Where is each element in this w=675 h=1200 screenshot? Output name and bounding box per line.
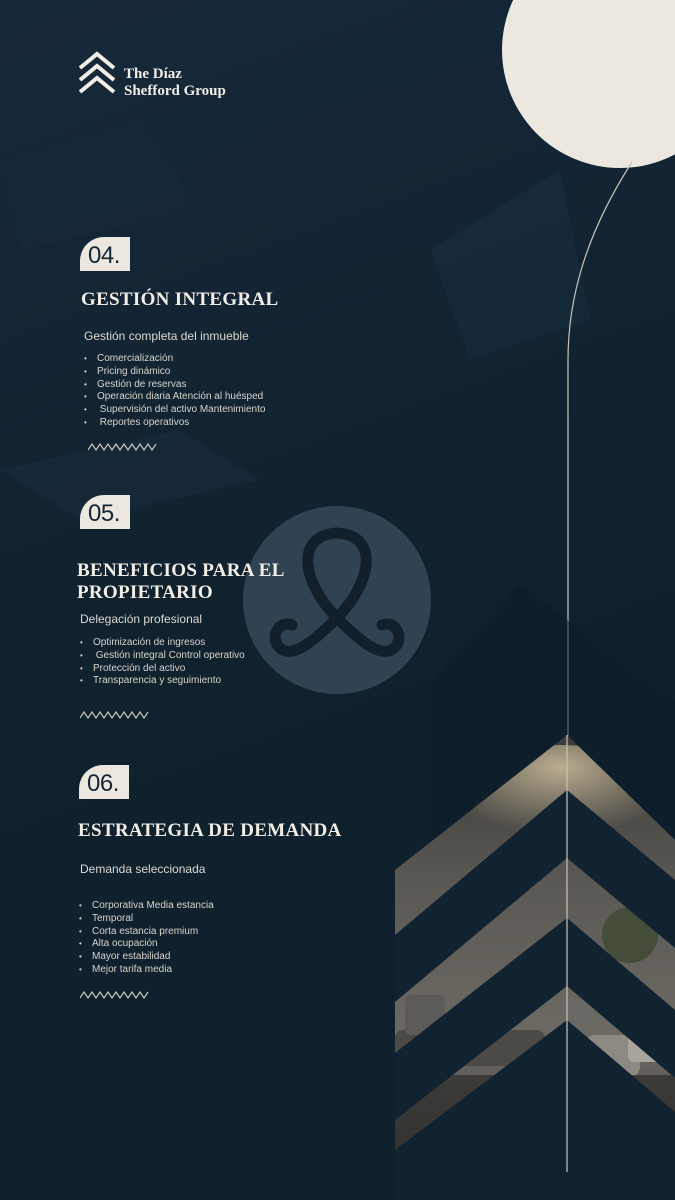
list-item: • Mejor tarifa media [79, 964, 214, 977]
section-bullet-list [84, 353, 265, 430]
list-item: • Transparencia y seguimiento [80, 675, 245, 688]
section-number: 04. [88, 242, 120, 269]
zigzag-divider-icon [80, 711, 150, 719]
section-number: 05. [88, 500, 120, 527]
decorative-circle [502, 0, 675, 168]
list-item: • Reportes operativos [84, 417, 265, 430]
section-number-badge [80, 495, 130, 529]
logo-line-2: Shefford Group [124, 83, 226, 99]
section-title-line: BENEFICIOS PARA EL [77, 560, 285, 581]
list-item: • Comercialización [84, 353, 265, 366]
section-title-line: GESTIÓN INTEGRAL [81, 289, 279, 310]
list-item: • Gestión integral Control operativo [80, 650, 245, 663]
logo-line-1: The Díaz [124, 66, 182, 82]
list-item: • Corta estancia premium [79, 926, 214, 939]
list-item: • Protección del activo [80, 663, 245, 676]
list-item: • Pricing dinámico [84, 366, 265, 379]
section-subtitle: Demanda seleccionada [80, 862, 206, 876]
section-subtitle: Delegación profesional [80, 612, 203, 626]
list-item: • Supervisión del activo Mantenimiento [84, 404, 265, 417]
zigzag-divider-icon [88, 443, 158, 451]
zigzag-divider-icon [80, 991, 150, 999]
list-item: • Corporativa Media estancia [79, 900, 214, 913]
list-item: • Optimización de ingresos [80, 637, 245, 650]
logo-wordmark [124, 66, 226, 100]
section-number-badge [80, 237, 130, 271]
section-bullet-list [80, 637, 245, 688]
company-logo [78, 50, 226, 100]
list-item: • Alta ocupación [79, 938, 214, 951]
section-title [81, 289, 279, 311]
section-subtitle: Gestión completa del inmueble [84, 329, 249, 343]
list-item: • Gestión de reservas [84, 379, 265, 392]
section-title-line: ESTRATEGIA DE DEMANDA [78, 820, 342, 841]
chevron-stack-icon [78, 50, 116, 98]
section-title [77, 560, 285, 604]
section-title [78, 820, 342, 842]
section-number-badge [79, 765, 129, 799]
list-item: • Temporal [79, 913, 214, 926]
section-title-line: PROPIETARIO [77, 582, 213, 603]
section-number: 06. [87, 770, 119, 797]
section-bullet-list [79, 900, 214, 977]
list-item: • Operación diaria Atención al huésped [84, 391, 265, 404]
list-item: • Mayor estabilidad [79, 951, 214, 964]
